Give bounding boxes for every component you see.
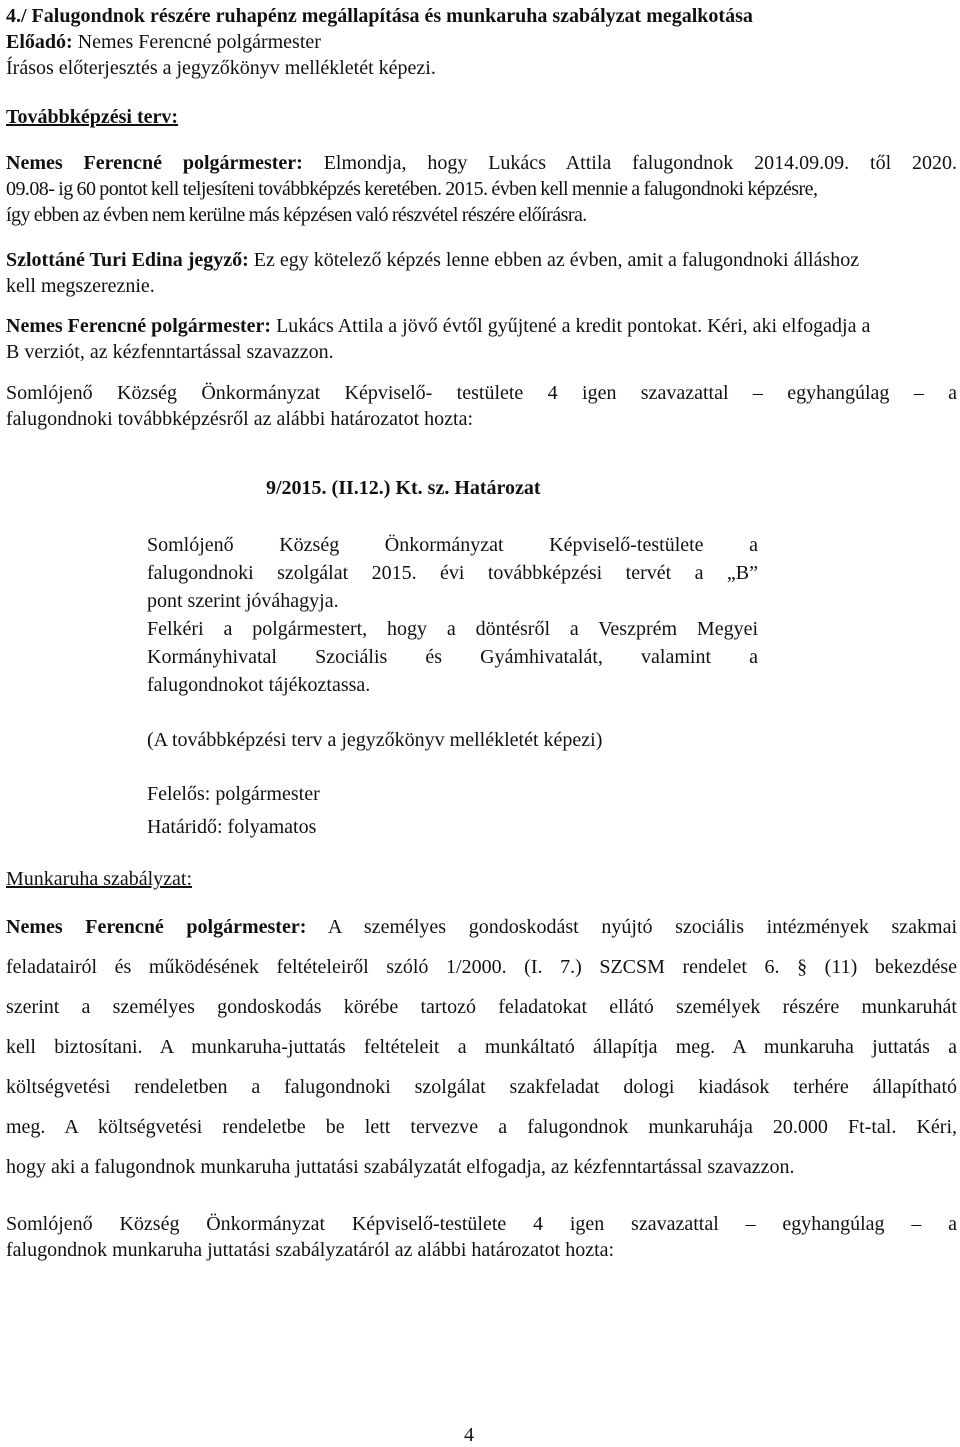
paragraph-line: kell biztosítani. A munkaruha-juttatás feltételeit a munkáltató állapítja meg. A munkaruha juttatás a (6, 1036, 957, 1058)
resolution-responsibility (147, 780, 758, 841)
paragraph-line: falugondnoki továbbképzésről az alábbi határozatot hozta: (6, 408, 474, 430)
resolution-line: falugondnoki szolgálat 2015. évi továbbképzési tervét a „B” (147, 562, 758, 584)
paragraph-line: kell megszereznie. (6, 275, 155, 297)
speaker-name: Nemes Ferencné polgármester: (6, 152, 303, 174)
paragraph-line: így ebben az évben nem kerülne más képzésen való részvétel részére előírásra. (6, 204, 587, 226)
resolution-body (147, 531, 758, 699)
responsible-line: Felelős: polgármester (147, 783, 320, 805)
training-plan-vote (6, 380, 957, 432)
paragraph-line: falugondnok munkaruha juttatási szabályzatáról az alábbi határozatot hozta: (6, 1239, 615, 1261)
training-plan-section (6, 104, 957, 130)
paragraph-line: szerint a személyes gondoskodás körébe tartozó feladatokat ellátó személyek részére munkaruhát (6, 996, 957, 1018)
work-clothes-heading: Munkaruha szabályzat: (6, 868, 193, 890)
speaker-name: Nemes Ferencné polgármester: (6, 916, 307, 938)
training-plan-heading: Továbbképzési terv: (6, 106, 179, 128)
resolution-line: pont szerint jóváhagyja. (147, 590, 339, 612)
paragraph-line: Nemes Ferencné polgármester: Elmondja, hogy Lukács Attila falugondnok 2014.09.09. től 2020. (6, 152, 957, 174)
paragraph-line: feladatairól és működésének feltételeiről szóló 1/2000. (I. 7.) SZCSM rendelet 6. § (11) bekezdése (6, 956, 957, 978)
presenter-line (6, 29, 957, 55)
training-plan-paragraph-1 (6, 150, 957, 228)
paragraph-line: Nemes Ferencné polgármester: Lukács Attila a jövő évtől gyűjtené a kredit pontokat. Kéri, aki elfogadja a (6, 315, 871, 337)
resolution-line: falugondnokot tájékoztassa. (147, 674, 371, 696)
presenter-label: Előadó: (6, 31, 73, 53)
paragraph-line: költségvetési rendeletben a falugondnoki szolgálat szakfeladat dologi kiadások terhére állapítható (6, 1076, 957, 1098)
presenter-name: Nemes Ferencné polgármester (72, 31, 321, 53)
training-plan-paragraph-3 (6, 313, 957, 365)
work-clothes-section (6, 866, 957, 892)
resolution-title: 9/2015. (II.12.) Kt. sz. Határozat (266, 477, 541, 499)
training-plan-paragraph-2 (6, 247, 957, 299)
attachment-note: Írásos előterjesztés a jegyzőkönyv mellékletét képezi. (6, 57, 436, 79)
resolution-attachment-note: (A továbbképzési terv a jegyzőkönyv mellékletét képezi) (147, 729, 603, 751)
deadline-line: Határidő: folyamatos (147, 816, 317, 838)
paragraph-line: Szlottáné Turi Edina jegyző: Ez egy kötelező képzés lenne ebben az évben, amit a falugondnoki álláshoz (6, 249, 860, 271)
paragraph-line: 09.08- ig 60 pontot kell teljesíteni továbbképzés keretében. 2015. évben kell mennie a falugondnoki képzésre, (6, 178, 818, 200)
paragraph-line: meg. A költségvetési rendeletbe be lett tervezve a falugondnok munkaruhája 20.000 Ft-tal. Kéri, (6, 1116, 957, 1138)
resolution-line: Somlójenő Község Önkormányzat Képviselő-testülete a (147, 534, 758, 556)
work-clothes-vote (6, 1211, 957, 1263)
agenda-item-title: 4./ Falugondnok részére ruhapénz megállapítása és munkaruha szabályzat megalkotása (6, 5, 753, 27)
resolution-line: Kormányhivatal Szociális és Gyámhivatalát, valamint a (147, 646, 758, 668)
resolution-line: Felkéri a polgármestert, hogy a döntésről a Veszprém Megyei (147, 618, 758, 640)
agenda-item (6, 3, 957, 81)
paragraph-line: Somlójenő Község Önkormányzat Képviselő-testülete 4 igen szavazattal – egyhangúlag – a (6, 1213, 957, 1235)
speaker-name: Szlottáné Turi Edina jegyző: (6, 249, 249, 271)
paragraph-line: hogy aki a falugondnok munkaruha juttatási szabályzatát elfogadja, az kézfenntartással szavazzon. (6, 1156, 795, 1178)
paragraph-line: B verziót, az kézfenntartással szavazzon. (6, 341, 334, 363)
paragraph-line: Nemes Ferencné polgármester: A személyes gondoskodást nyújtó szociális intézmények szakmai (6, 916, 958, 938)
page-number: 4 (464, 1424, 474, 1446)
work-clothes-paragraph (6, 907, 957, 1187)
paragraph-line: Somlójenő Község Önkormányzat Képviselő- testülete 4 igen szavazattal – egyhangúlag – a (6, 382, 957, 404)
speaker-name: Nemes Ferencné polgármester: (6, 315, 272, 337)
